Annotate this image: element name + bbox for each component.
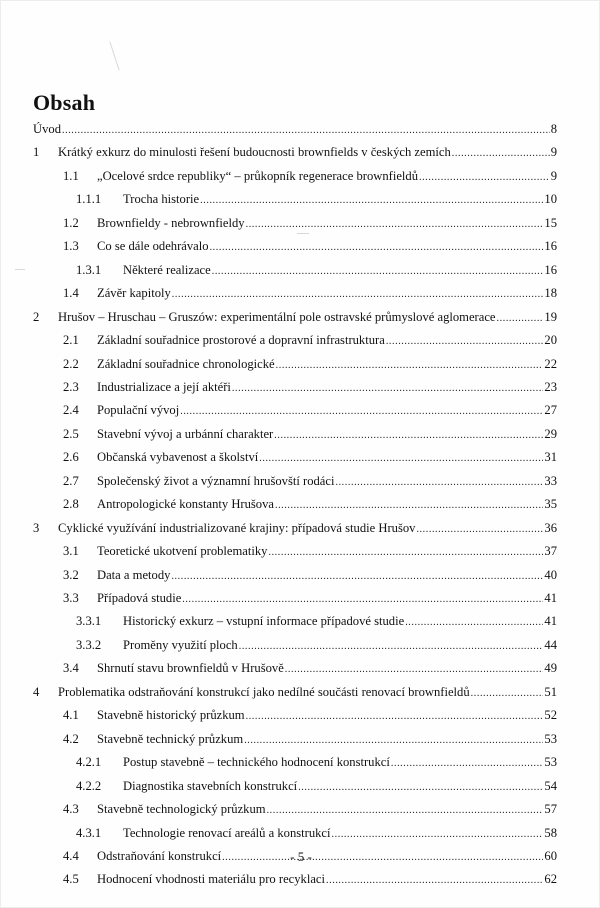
toc-entry[interactable] xyxy=(63,565,557,585)
toc-entry-number: 3.3.2 xyxy=(76,637,102,652)
toc-entry-page: 33 xyxy=(544,473,557,488)
dot-leader xyxy=(275,496,543,516)
toc-entry-page: 16 xyxy=(544,262,557,277)
toc-entry[interactable] xyxy=(63,354,557,374)
toc-entry[interactable] xyxy=(63,447,557,467)
toc-entry-page: 41 xyxy=(544,614,557,629)
toc-entry-title[interactable]: Krátký exkurz do minulosti řešení budoucnosti brownfields v českých zemích xyxy=(58,145,451,160)
toc-entry-number: 2.3 xyxy=(63,379,79,394)
toc-entry[interactable] xyxy=(63,471,557,491)
toc-entry-number: 1 xyxy=(33,145,40,160)
toc-entry[interactable] xyxy=(63,283,557,303)
dot-leader xyxy=(332,825,544,845)
toc-entry-title[interactable]: Závěr kapitoly xyxy=(97,286,171,301)
toc-entry-number: 4.1 xyxy=(63,708,79,723)
dot-leader xyxy=(386,332,544,352)
toc-entry[interactable] xyxy=(76,189,557,209)
dot-leader xyxy=(268,543,543,563)
toc-entry-number: 3.1 xyxy=(63,544,79,559)
toc-entry-title[interactable]: Společenský život a významní hrušovští rodáci xyxy=(97,473,335,488)
toc-entry-page: 10 xyxy=(544,192,557,207)
toc-entry-page: 27 xyxy=(544,403,557,418)
toc-entry-title[interactable]: Co se dále odehrávalo xyxy=(97,239,209,254)
dot-leader xyxy=(419,168,550,188)
toc-entry[interactable] xyxy=(76,752,557,772)
dot-leader xyxy=(180,402,543,422)
toc-entry-title[interactable]: Odstraňování konstrukcí xyxy=(97,848,222,863)
toc-entry-page: 58 xyxy=(544,825,557,840)
toc-entry-title[interactable]: Hrušov – Hruschau – Gruszów: experimentální pole ostravské průmyslové aglomerace xyxy=(58,309,496,324)
dot-leader xyxy=(326,871,543,891)
toc-entry[interactable] xyxy=(63,869,557,889)
toc-entry-title[interactable]: Postup stavebně – technického hodnocení konstrukcí xyxy=(123,755,390,770)
toc-entry-page: 35 xyxy=(544,497,557,512)
dot-leader xyxy=(172,285,544,305)
toc-entry[interactable] xyxy=(76,635,557,655)
dot-leader xyxy=(232,379,543,399)
toc-entry-title[interactable]: Diagnostika stavebních konstrukcí xyxy=(123,778,298,793)
dot-leader xyxy=(267,801,544,821)
dot-leader xyxy=(452,144,550,164)
toc-entry-title[interactable]: Základní souřadnice prostorové a dopravní infrastruktura xyxy=(97,333,385,348)
toc-entry-number: 4.3 xyxy=(63,802,79,817)
toc-entry-number: 2.1 xyxy=(63,333,79,348)
toc-entry[interactable] xyxy=(33,682,557,702)
toc-entry-page: 52 xyxy=(544,708,557,723)
dot-leader xyxy=(244,731,543,751)
toc-entry-number: 2.6 xyxy=(63,450,79,465)
toc-entry-title[interactable]: Antropologické konstanty Hrušova xyxy=(97,497,274,512)
toc-entry-title[interactable]: „Ocelové srdce republiky“ – průkopník regenerace brownfieldů xyxy=(97,168,419,183)
toc-entry[interactable] xyxy=(63,588,557,608)
toc-entry-page: 36 xyxy=(544,520,557,535)
toc-entry-title[interactable]: Stavební vývoj a urbánní charakter xyxy=(97,426,274,441)
toc-entry[interactable] xyxy=(63,330,557,350)
toc-entry-title[interactable]: Proměny využití ploch xyxy=(123,637,238,652)
toc-entry-number: 4.3.1 xyxy=(76,825,102,840)
toc-entry-page: 23 xyxy=(544,379,557,394)
toc-entry-page: 18 xyxy=(544,286,557,301)
toc-entry-number: 4.2.1 xyxy=(76,755,102,770)
toc-entry-number: 2.2 xyxy=(63,356,79,371)
toc-entry-number: 3 xyxy=(33,520,40,535)
toc-entry[interactable] xyxy=(33,142,557,162)
toc-entry-title[interactable]: Data a metody xyxy=(97,567,171,582)
toc-entry-number: 1.2 xyxy=(63,215,79,230)
dot-leader xyxy=(274,426,543,446)
toc-entry-page: 8 xyxy=(550,122,557,136)
toc-entry-number: 3.3 xyxy=(63,591,79,605)
dot-leader xyxy=(246,707,544,727)
toc-entry-title[interactable]: Případová studie xyxy=(97,591,182,605)
toc-entry-number: 1.3 xyxy=(63,239,79,254)
toc-entry[interactable] xyxy=(63,166,557,186)
toc-entry[interactable] xyxy=(76,776,557,796)
toc-entry-title[interactable]: Stavebně technický průzkum xyxy=(97,731,244,746)
toc-entry[interactable] xyxy=(63,541,557,561)
toc-entry-number: 3.2 xyxy=(63,567,79,582)
dot-leader xyxy=(182,590,543,610)
dot-leader xyxy=(497,309,544,329)
toc-entry-page: 37 xyxy=(544,544,557,559)
toc-entry-page: 29 xyxy=(544,426,557,441)
toc-entry-number: 3.4 xyxy=(63,661,79,676)
toc-entry-number: 1.1.1 xyxy=(76,192,102,207)
toc-entry-number: 2.7 xyxy=(63,473,79,488)
toc-entry[interactable] xyxy=(63,236,557,256)
toc-entry-page: 15 xyxy=(544,215,557,230)
toc-entry[interactable] xyxy=(63,424,557,444)
toc-entry-page: 40 xyxy=(544,567,557,582)
toc-entry-title[interactable]: Technologie renovací areálů a konstrukcí xyxy=(123,825,331,840)
toc-entry-page: 9 xyxy=(550,168,557,183)
toc-entry-number: 4.5 xyxy=(63,872,79,887)
toc-entry-number: 4 xyxy=(33,684,40,699)
toc-entry[interactable] xyxy=(76,823,557,843)
toc-entry-title[interactable]: Základní souřadnice chronologické xyxy=(97,356,275,371)
toc-entry-page: 54 xyxy=(544,778,557,793)
toc-entry[interactable] xyxy=(63,729,557,749)
dot-leader xyxy=(276,356,544,376)
toc-entry-page: 44 xyxy=(544,637,557,652)
dot-leader xyxy=(246,215,544,235)
toc-entry[interactable] xyxy=(63,213,557,233)
toc-entry[interactable] xyxy=(33,119,557,139)
toc-entry-number: 1.3.1 xyxy=(76,262,102,277)
toc-entry-title[interactable]: Teoretické ukotvení problematiky xyxy=(97,544,268,559)
toc-entry[interactable] xyxy=(33,518,557,538)
toc-entry[interactable] xyxy=(76,611,557,631)
scan-artifact xyxy=(15,269,25,270)
toc-entry-page: 51 xyxy=(544,684,557,699)
toc-entry-title[interactable]: Některé realizace xyxy=(123,262,211,277)
toc-entry-page: 31 xyxy=(544,450,557,465)
toc-entry-title[interactable]: Trocha historie xyxy=(123,192,200,207)
toc-entry-number: 3.3.1 xyxy=(76,614,102,629)
toc-entry[interactable] xyxy=(33,307,557,327)
scan-artifact xyxy=(109,42,119,71)
toc-entry-number: 4.2 xyxy=(63,731,79,746)
toc-entry-page: 57 xyxy=(544,802,557,817)
toc-entry-page: 20 xyxy=(544,333,557,348)
toc-entry-page: 53 xyxy=(544,755,557,770)
dot-leader xyxy=(416,520,543,540)
toc-entry-title[interactable]: Úvod xyxy=(33,122,61,136)
toc-entry-title[interactable]: Cyklické využívání industrializované krajiny: případová studie Hrušov xyxy=(58,520,416,535)
toc-entry-title[interactable]: Brownfieldy - nebrownfieldy xyxy=(97,215,245,230)
toc-entry-number: 2 xyxy=(33,309,40,324)
toc-entry-page: 41 xyxy=(544,591,557,605)
toc-entry[interactable] xyxy=(76,260,557,280)
toc-entry-number: 4.4 xyxy=(63,848,79,863)
toc-entry-title[interactable]: Občanská vybavenost a školství xyxy=(97,450,259,465)
dot-leader xyxy=(171,567,543,587)
toc-entry-title[interactable]: Populační vývoj xyxy=(97,403,180,418)
toc-entry[interactable] xyxy=(63,377,557,397)
toc-entry-page: 22 xyxy=(544,356,557,371)
toc-entry-page: 16 xyxy=(544,239,557,254)
toc-entry-page: 49 xyxy=(544,661,557,676)
dot-leader xyxy=(285,660,544,680)
dot-leader xyxy=(405,613,543,633)
toc-entry-title[interactable]: Stavebně historický průzkum xyxy=(97,708,245,723)
toc-entry-number: 1.1 xyxy=(63,168,79,183)
dot-leader xyxy=(62,121,550,141)
toc-entry-title[interactable]: Industrializace a její aktéři xyxy=(97,379,231,394)
toc-entry-number: 1.4 xyxy=(63,286,79,301)
toc-entry-title[interactable]: Historický exkurz – vstupní informace případové studie xyxy=(123,614,405,629)
page-number: - 5 - xyxy=(290,849,312,864)
toc-entry-title[interactable]: Problematika odstraňování konstrukcí jako nedílné součásti renovací brownfieldů xyxy=(58,684,470,699)
toc-entry-number: 2.4 xyxy=(63,403,79,418)
toc-entry-number: 2.8 xyxy=(63,497,79,512)
toc-entry-title[interactable]: Stavebně technologický průzkum xyxy=(97,802,266,817)
toc-entry[interactable] xyxy=(63,494,557,514)
toc-entry[interactable] xyxy=(63,705,557,725)
toc-entry-title[interactable]: Shrnutí stavu brownfieldů v Hrušově xyxy=(97,661,284,676)
toc-heading: Obsah xyxy=(33,89,96,115)
dot-leader xyxy=(212,262,544,282)
dot-leader xyxy=(471,684,544,704)
toc-entry-page: 62 xyxy=(544,872,557,887)
toc-entry-page: 60 xyxy=(544,848,557,863)
toc-entry-page: 9 xyxy=(550,145,557,160)
toc-entry-title[interactable]: Hodnocení vhodnosti materiálu pro recyklaci xyxy=(97,872,326,887)
dot-leader xyxy=(259,449,543,469)
dot-leader xyxy=(335,473,543,493)
toc-entry[interactable] xyxy=(63,799,557,819)
dot-leader xyxy=(298,778,543,798)
toc-entry-number: 4.2.2 xyxy=(76,778,102,793)
dot-leader xyxy=(210,238,544,258)
dot-leader xyxy=(239,637,544,657)
dot-leader xyxy=(200,191,543,211)
toc-entry-number: 2.5 xyxy=(63,426,79,441)
toc-entry-page: 19 xyxy=(544,309,557,324)
toc-entry-page: 53 xyxy=(544,731,557,746)
toc-entry[interactable] xyxy=(63,658,557,678)
dot-leader xyxy=(391,754,544,774)
toc-entry[interactable] xyxy=(63,400,557,420)
